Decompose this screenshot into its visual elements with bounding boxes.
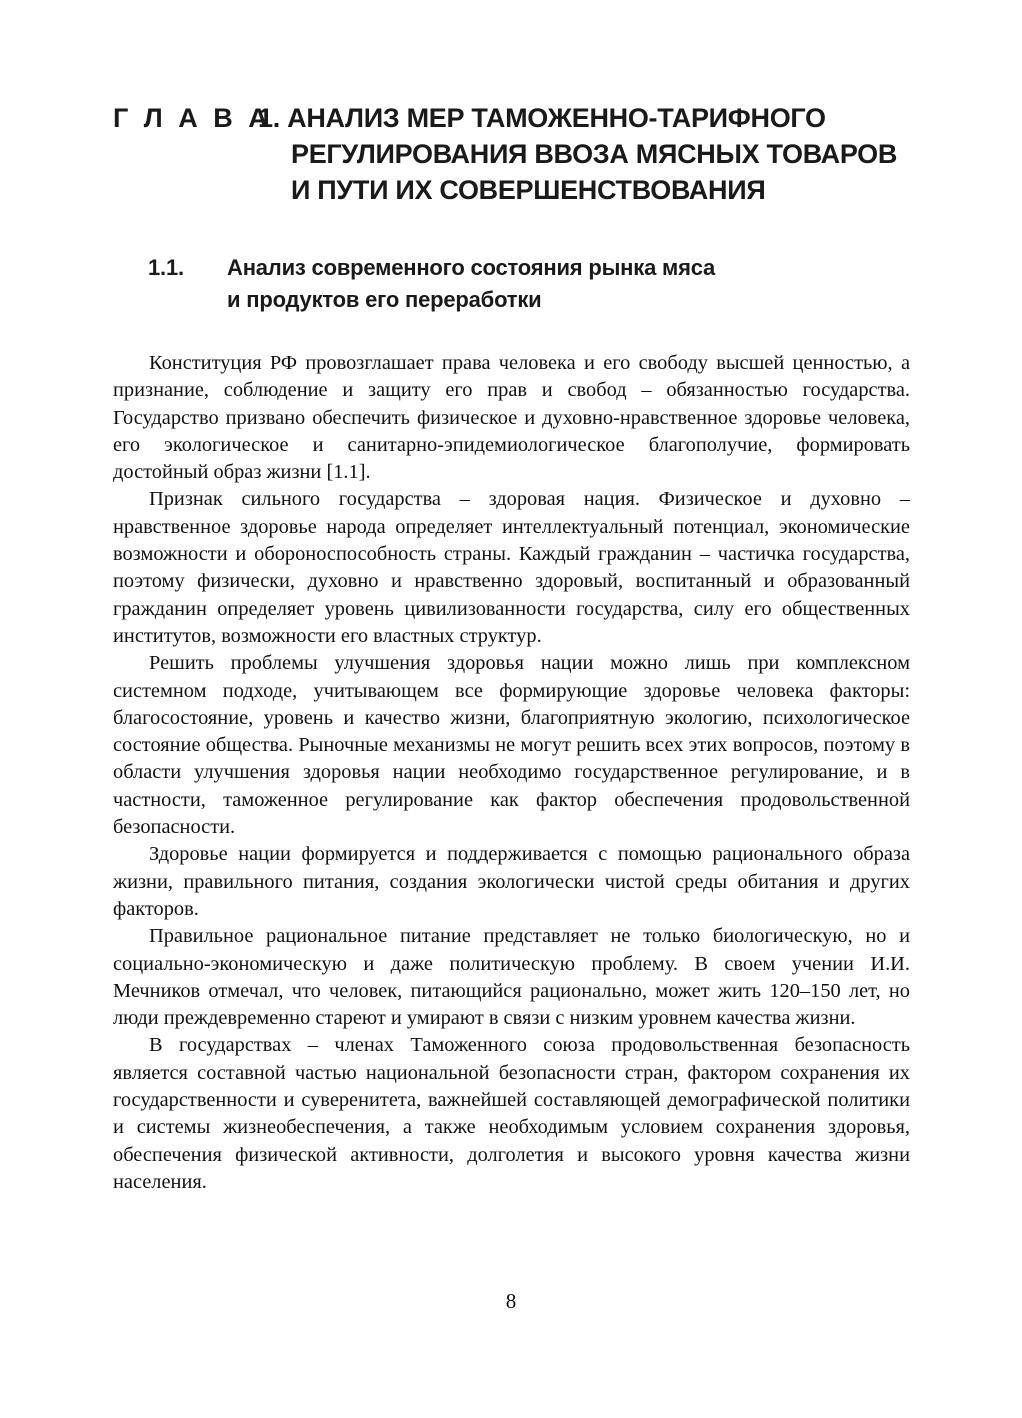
paragraph: Решить проблемы улучшения здоровья нации можно лишь при комплексном системном подходе, учитывающем все формирующие здоровье человека факторы: благосостояние, уровень и качество жизни, благоприятную экологию, психологическое состояние общества. Рыночные механизмы не могут решить всех этих вопросов, поэтому в области улучшения здоровья нации необходимо государственное регулирование, и в частности, таможенное регулирование как фактор обеспечения продовольственной безопасности. (113, 652, 910, 839)
chapter-heading (113, 100, 913, 208)
chapter-title-line: РЕГУЛИРОВАНИЯ ВВОЗА МЯСНЫХ ТОВАРОВ (291, 139, 898, 169)
page-number: 8 (505, 1289, 517, 1313)
section-number: 1.1. (148, 255, 184, 280)
paragraph: Признак сильного государства – здоровая нация. Физическое и духовно – нравственное здоровье народа определяет интеллектуальный потенциал, экономические возможности и обороноспособность страны. Каждый гражданин – частичка государства, поэтому физически, духовно и нравственно здоровый, воспитанный и образованный гражданин определяет уровень цивилизованности государства, силу его общественных институтов, возможности его властных структур. (113, 488, 910, 647)
section-heading (148, 252, 908, 316)
chapter-title (258, 100, 913, 208)
paragraph: В государствах – членах Таможенного союза продовольственная безопасность является составной частью национальной безопасности стран, фактором сохранения их государственности и суверенитета, важнейшей составляющей демографической политики и системы жизнеобеспечения, а также необходимым условием сохранения здоровья, обеспечения физической активности, долголетия и высокого уровня качества жизни населения. (113, 1034, 910, 1193)
paragraph: Конституция РФ провозглашает права человека и его свободу высшей ценностью, а признание, соблюдение и защиту его прав и свобод – обязанностью государства. Государство призвано обеспечить физическое и духовно-нравственное здоровье человека, его экологическое и санитарно-эпидемиологическое благополучие, формировать достойный образ жизни [1.1]. (113, 352, 910, 484)
chapter-title-line: 1. АНАЛИЗ МЕР ТАМОЖЕННО-ТАРИФНОГО (258, 103, 826, 133)
paragraph: Здоровье нации формируется и поддерживается с помощью рационального образа жизни, правильного питания, создания экологически чистой среды обитания и других факторов. (113, 843, 910, 920)
section-title (227, 252, 715, 316)
chapter-title-line: И ПУТИ ИХ СОВЕРШЕНСТВОВАНИЯ (291, 175, 766, 205)
section-title-line: Анализ современного состояния рынка мяса (227, 255, 716, 280)
section-title-line: и продуктов его переработки (227, 287, 542, 312)
body-text (113, 350, 910, 1196)
chapter-label: Г Л А В А (113, 103, 272, 133)
paragraph: Правильное рациональное питание представляет не только биологическую, но и социально-экономическую и даже политическую проблему. В своем учении И.И. Мечников отмечал, что человек, питающийся рационально, может жить 120–150 лет, но люди преждевременно стареют и умирают в связи с низким уровнем качества жизни. (113, 925, 910, 1030)
